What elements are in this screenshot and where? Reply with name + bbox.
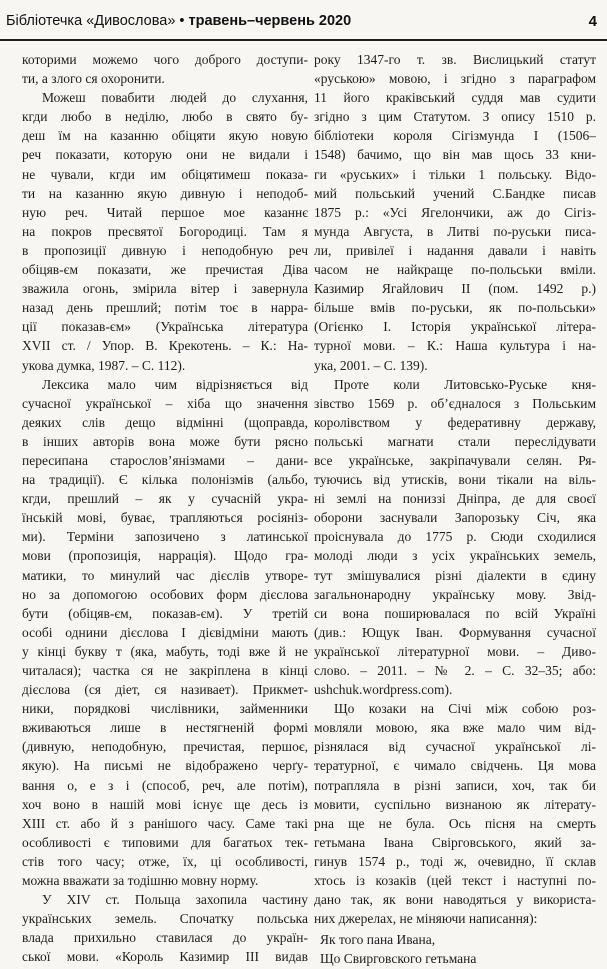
text-line: в інших авторів вона може бути рясно bbox=[22, 433, 308, 449]
text-line: деяких слів дещо відмінні (щоправда, bbox=[22, 414, 308, 430]
text-line: дано так, як вони наводяться у використа- bbox=[314, 892, 596, 908]
text-line: часом не найкраще по-польськи вміли. bbox=[314, 262, 596, 278]
text-line: молоді люди з усіх українських земель, bbox=[314, 548, 596, 564]
page-number: 4 bbox=[588, 12, 597, 30]
text-line: си вона поширювалася по всій Україні bbox=[314, 605, 596, 621]
header-issue-date: травень–червень 2020 bbox=[188, 13, 352, 29]
text-line: мий польський учений С.Бандке писав bbox=[314, 185, 596, 201]
text-line: Проте коли Литовсько-Руське кня- bbox=[334, 376, 596, 392]
text-line: кгди, прешлий – як у сучасній укра- bbox=[22, 491, 308, 507]
text-line: гетьмана Івана Свірговського, який за- bbox=[314, 834, 596, 850]
text-line: кгди любо в неділю, любо в свято бу- bbox=[22, 109, 308, 125]
header-series bbox=[6, 13, 351, 29]
text-line: в пропозиції дивную і неподобную реч bbox=[22, 242, 308, 258]
text-line: ги «руських» і тільки 1 польську. Відо- bbox=[314, 166, 596, 182]
page-header bbox=[6, 4, 601, 38]
text-line: більше вмів по-руськи, як по-польськи» bbox=[314, 300, 596, 316]
text-line: читалася); частка ся не закріплена в кінці bbox=[22, 663, 308, 678]
text-line: назад день прешлий; потім тоє в нарра- bbox=[22, 300, 308, 316]
text-line: хоч воно в нашій мові існує ще десь із bbox=[22, 796, 308, 812]
text-line: потрапляла в різні записи, хоч, так би bbox=[314, 777, 596, 793]
text-line: зважила огонь, змірила вітер і завернула bbox=[22, 281, 308, 297]
text-line: якую). На письмі не відображено черґу- bbox=[22, 758, 308, 774]
text-line: XVII ст. / Упор. В. Крекотень. – К.: На- bbox=[22, 338, 308, 354]
text-line: бути (обіцяв-єм, показав-єм). У третій bbox=[22, 605, 308, 621]
text-line: них джерелах, не міняючи написання): bbox=[314, 911, 538, 927]
text-line: на традиції). Є кілька полонізмів (альбо, bbox=[22, 472, 308, 488]
text-line: ської мови. «Король Казимир III видав bbox=[22, 949, 308, 965]
text-line: обіцяв-єм показати, же пречистая Діва bbox=[22, 262, 308, 278]
poem-line: Як того пана Ивана, bbox=[320, 932, 436, 948]
text-line: ли, привілеї і надання давали і навіть bbox=[314, 242, 596, 258]
text-line: згідно з цим Статутом. З опису 1510 р. bbox=[314, 109, 596, 125]
text-line: Що козаки на Січі між собою роз- bbox=[334, 701, 596, 717]
text-line: року 1347-го т. зв. Вислицький статут bbox=[314, 52, 596, 67]
right-column bbox=[314, 50, 596, 969]
text-line: мовляли мовою, яка вже мало чим від- bbox=[314, 720, 596, 736]
text-line: (дивную, неподобную, пречистая, першоє, bbox=[22, 739, 308, 755]
text-line: турної мови. – К.: Наша культура і на- bbox=[314, 338, 596, 354]
text-line: Можеш повабити людей до слухання, bbox=[42, 90, 308, 106]
text-line: ції показав-єм» (Українська література bbox=[22, 319, 308, 335]
text-line: мунда Августа, в Литві по-руськи писа- bbox=[314, 223, 596, 239]
header-series-title: Бібліотечка «Дивослова» • bbox=[6, 13, 185, 29]
text-line: «руською» мовою, і згідно з параграфом bbox=[314, 71, 596, 87]
poem-line: Що Свирговского гетьмана bbox=[320, 951, 477, 967]
text-line: українських земель. Спочатку польська bbox=[22, 911, 308, 927]
text-line: укова думка, 1987. – С. 112). bbox=[22, 357, 186, 373]
text-line: особі однини дієслова І дієвідміни мають bbox=[22, 624, 308, 640]
text-line: проіснувала до 1775 р. Сюди сходилися bbox=[314, 529, 596, 545]
text-line: тут змішувалися різні діалекти в єдину bbox=[314, 567, 596, 583]
text-line: которими можемо чого доброго доступи- bbox=[22, 52, 308, 67]
text-line: особливості є типовими для багатьох тек- bbox=[22, 834, 308, 850]
text-line: 11 його краківський суддя мав судити bbox=[314, 90, 596, 106]
text-line: на покров пресвятої Богородиці. Там я bbox=[22, 223, 308, 239]
left-column bbox=[22, 50, 308, 967]
text-line: (Огієнко І. Історія української літера- bbox=[314, 319, 596, 335]
header-rule bbox=[0, 39, 607, 41]
text-line: (див.: Ющук Іван. Формування сучасної bbox=[314, 624, 596, 640]
text-line: реч показати, которую они не видали і bbox=[22, 147, 308, 163]
text-line: ука, 2001. – С. 139). bbox=[314, 357, 428, 373]
text-line: гинув 1574 р., тоді ж, очевидно, її склав bbox=[314, 853, 596, 869]
text-line: Казимир Ягайлович II (пом. 1492 р.) bbox=[314, 281, 596, 297]
text-line: слово. – 2011. – № 2. – С. 32–35; або: bbox=[314, 663, 596, 678]
text-line: матики, то минулий час дієслів утворе- bbox=[22, 567, 308, 583]
text-line: вання о, е з і (способ, реч, але потім), bbox=[22, 777, 308, 793]
text-line: ти, а злого ся охоронити. bbox=[22, 71, 165, 87]
text-line: польські магнати стали переслідувати bbox=[314, 433, 596, 449]
text-line: все українське, закріпачували селян. Ря- bbox=[314, 452, 596, 468]
text-line: у кінці букву т (яка, мабуть, тоді вже й не bbox=[22, 643, 308, 659]
text-line: тературної, є чимало свідчень. Ця мова bbox=[314, 758, 596, 774]
text-line: влада прихильно ставилася до україн- bbox=[22, 930, 308, 946]
text-line: мови (пропозиція, наррація). Щодо гра- bbox=[22, 548, 308, 564]
text-line: 1875 р.: «Усі Ягелончики, аж до Сігіз- bbox=[314, 204, 596, 220]
text-line: ную реч. Читай першое мое казаннє bbox=[22, 204, 308, 220]
text-line: У XIV ст. Польща захопила частину bbox=[42, 892, 308, 908]
text-line: ні землі на пониззі Дніпра, де для своєї bbox=[314, 491, 596, 507]
text-line: ники, порядкові числівники, займенники bbox=[22, 701, 308, 717]
text-line: Лексика мало чим відрізняється від bbox=[42, 376, 308, 392]
text-line: стів того часу; отже, їх, ці особливості, bbox=[22, 853, 308, 869]
text-line: деш їм на казанню обіцяти якую новую bbox=[22, 128, 308, 144]
text-line: рна ще не була. Ось пісня на смерть bbox=[314, 815, 596, 831]
text-line: пересипана старослов’янізмами – дани- bbox=[22, 452, 308, 468]
text-line: мовити, суспільно визнаною як літерату- bbox=[314, 796, 596, 812]
text-line: зівство 1569 р. об’єдналося з Польським bbox=[314, 395, 596, 411]
text-line: вживаються лише в нестягненій формі bbox=[22, 720, 308, 736]
text-line: королівством у федеративну державу, bbox=[314, 414, 596, 430]
text-line: сучасної української – хіба що значення bbox=[22, 395, 308, 411]
text-line: ти на казанню якую дивную і неподоб- bbox=[22, 185, 308, 201]
text-line: бібліотеки короля Сігізмунда І (1506– bbox=[314, 128, 596, 144]
text-line: дієслова (ся діет, ся називает). Прикмет- bbox=[22, 682, 308, 698]
text-line: но за допомогою особових форм дієслова bbox=[22, 586, 308, 602]
text-line: не чували, кгди им обіцятимеш показа- bbox=[22, 166, 308, 182]
text-line: української літературної мови. – Диво- bbox=[314, 643, 596, 659]
text-line: туючись від утисків, вони тікали на віль- bbox=[314, 472, 596, 488]
text-line: 1548) бачимо, що він мав щось 33 кни- bbox=[314, 147, 596, 163]
text-line: ми). Терміни запозичено з латинської bbox=[22, 529, 308, 545]
text-line: різнялася від сучасної української лі- bbox=[314, 739, 596, 755]
text-line: оборони заснували Запорозьку Січ, яка bbox=[314, 510, 596, 526]
text-line: їнській мові, буває, трапляються росіяніз- bbox=[22, 510, 308, 526]
text-line: ushchuk.wordpress.com). bbox=[314, 682, 453, 698]
text-line: можна вважати за тодішню мовну норму. bbox=[22, 873, 259, 889]
text-line: загальнонародну українську мову. Звід- bbox=[314, 586, 596, 602]
text-line: хтось із козаків (цей текст і наступні по- bbox=[314, 873, 596, 889]
text-line: XIII ст. або й з ранішого часу. Саме такі bbox=[22, 815, 308, 831]
